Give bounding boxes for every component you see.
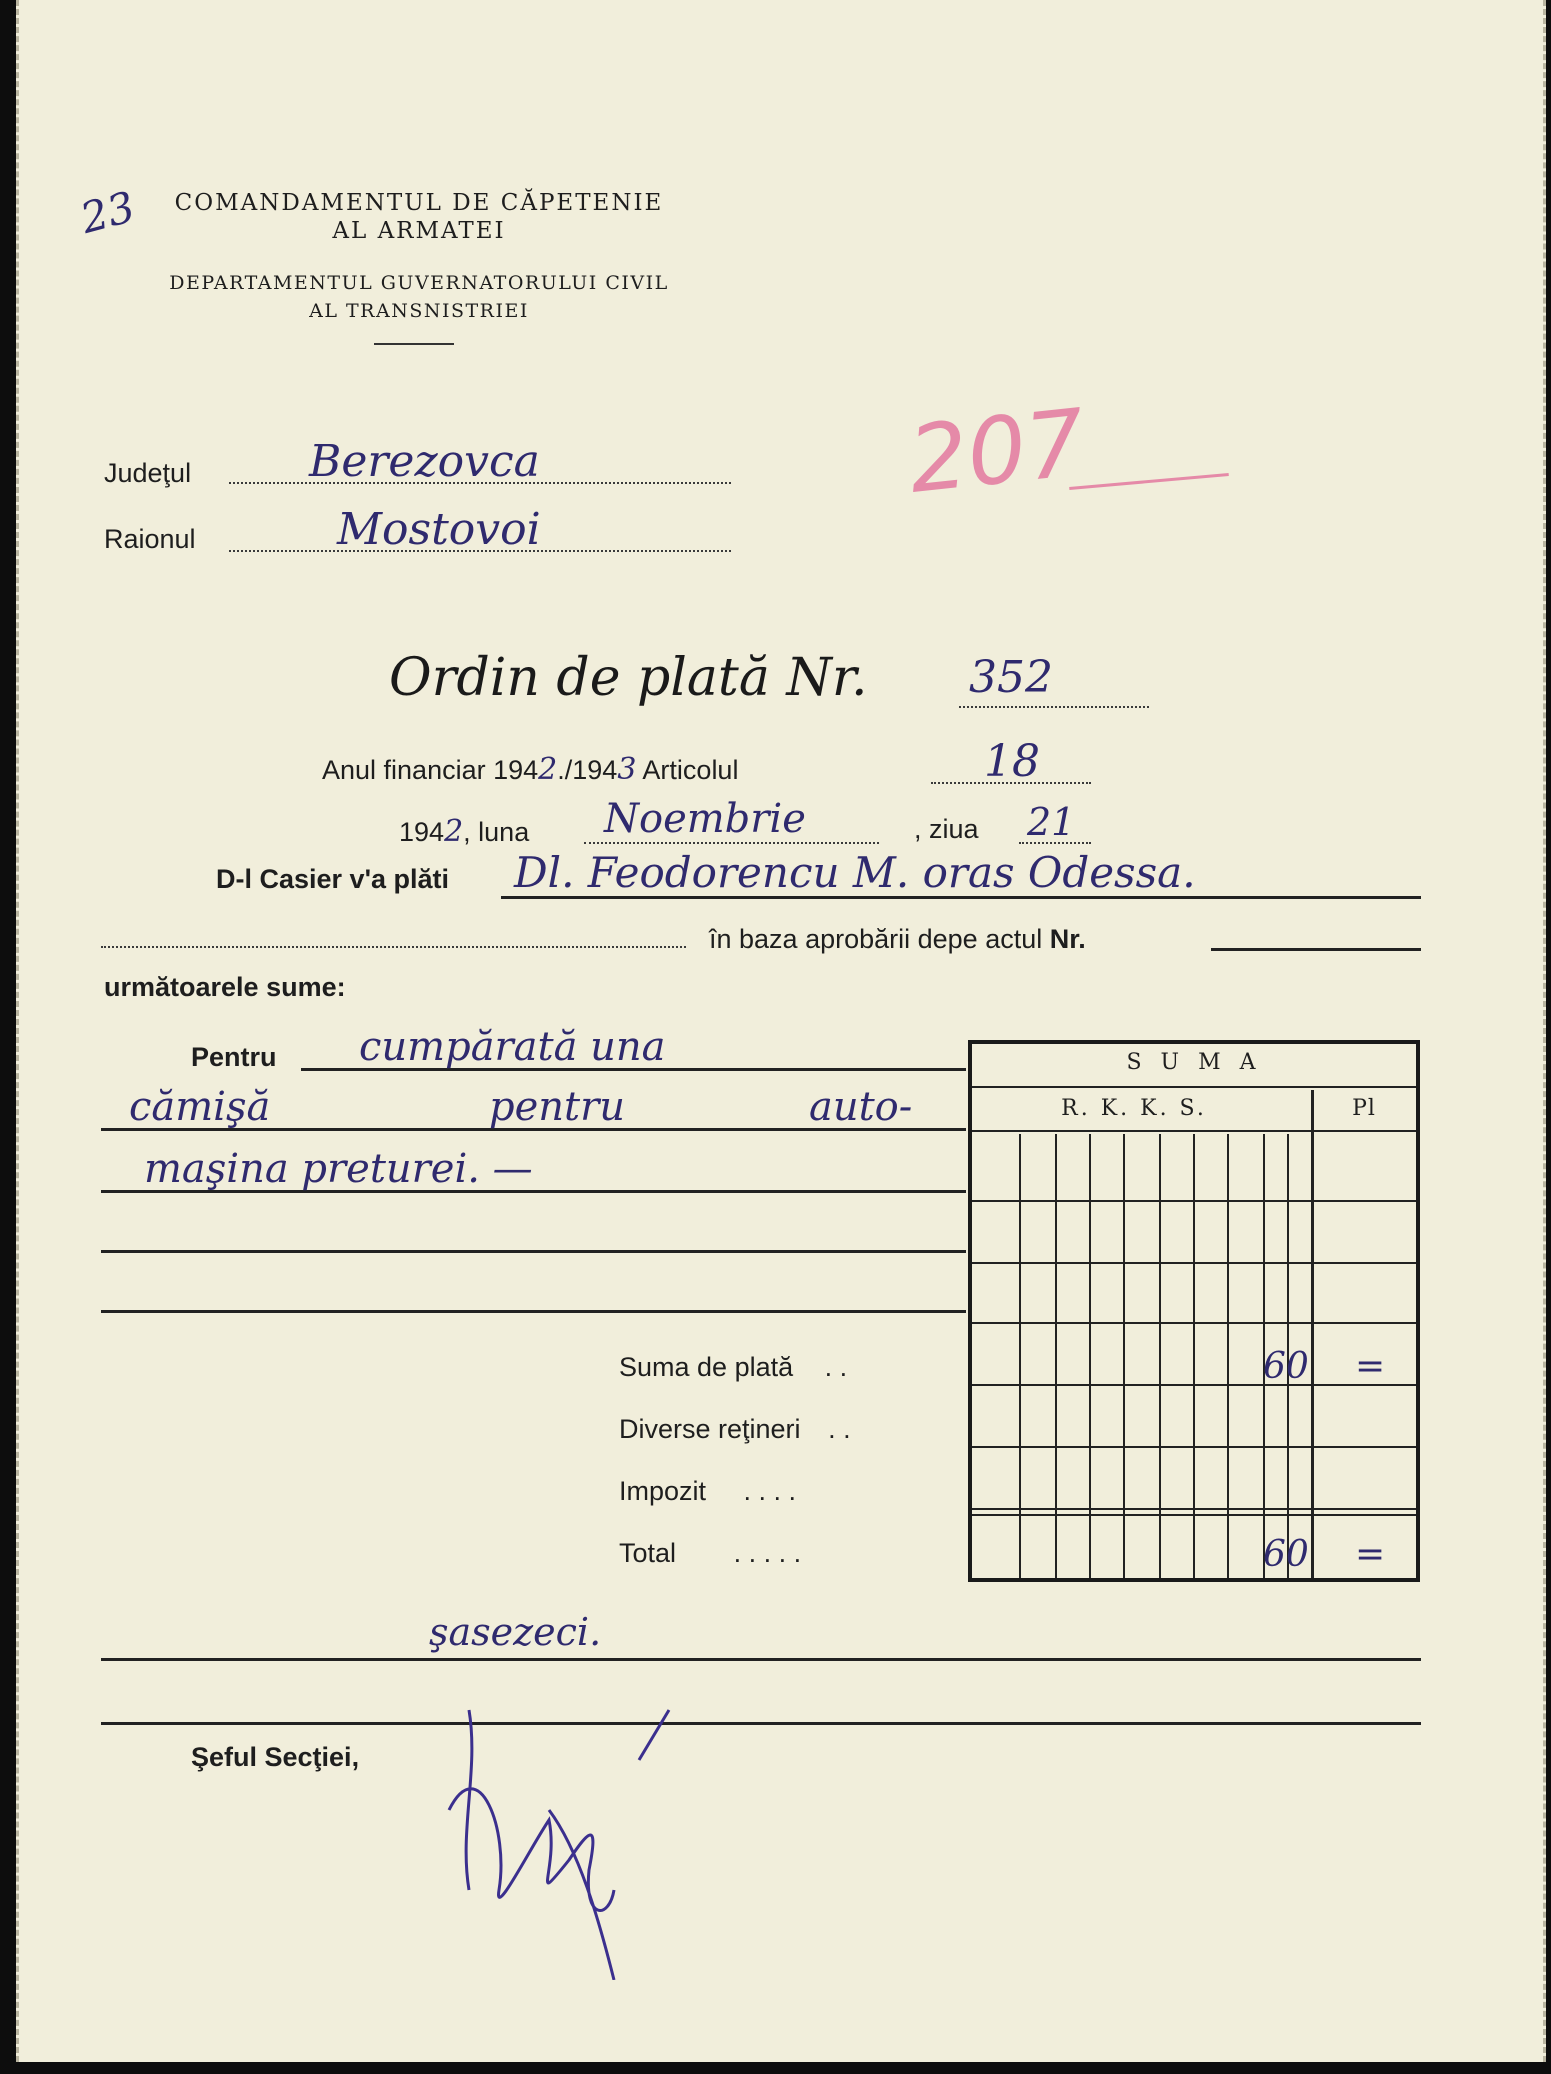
grid-row: [972, 1446, 1416, 1448]
order-title: Ordin de plată Nr.: [389, 648, 868, 708]
year-separator: ./194: [557, 755, 618, 785]
date-line: [399, 814, 529, 849]
row-dots: . .: [824, 1352, 848, 1382]
grid-row: [972, 1322, 1416, 1324]
row-dots: . .: [828, 1414, 851, 1444]
baza-label: [709, 924, 1086, 955]
grid-row-double: [972, 1514, 1416, 1516]
pentru-line-4: [101, 1250, 966, 1253]
year-line: [322, 752, 738, 787]
articol-value: 18: [984, 736, 1040, 787]
col-pl-header: Pl: [1352, 1096, 1376, 1121]
stamp-underline: [1069, 473, 1229, 490]
row-diverse-retineri: [619, 1414, 851, 1445]
row-suma-de-plata: [619, 1352, 847, 1383]
margin-note: 23: [75, 181, 140, 244]
signature-label: Şeful Secţiei,: [191, 1742, 360, 1772]
header-line-4: AL TRANSNISTRIEI: [309, 300, 529, 322]
suma-title-divider: [972, 1086, 1416, 1088]
casier-label: D-l Casier v'a plăti: [216, 864, 450, 894]
luna-line: [584, 842, 879, 844]
grid-row: [972, 1262, 1416, 1264]
raion-value: Mostovoi: [337, 504, 541, 555]
row-total-value: 60: [1263, 1534, 1309, 1575]
document-page: [16, 0, 1546, 2062]
year1-digit: 2: [538, 752, 558, 787]
grid-row: [972, 1384, 1416, 1386]
order-number: 352: [969, 652, 1053, 703]
row-label: Suma de plată: [619, 1352, 794, 1382]
year-label: Anul financiar 194: [322, 755, 539, 785]
row-impozit: [619, 1476, 796, 1507]
row-label: Diverse reţineri: [619, 1414, 801, 1444]
grid-row: [972, 1508, 1416, 1510]
pentru-line-5: [101, 1310, 966, 1313]
row-total-pl: =: [1355, 1534, 1386, 1575]
row-label: Total: [619, 1538, 677, 1568]
casier-value: Dl. Feodorencu M. oras Odessa.: [514, 848, 1196, 897]
pentru-text-1: cumpărată una: [359, 1024, 666, 1070]
stamp-number: 207: [903, 389, 1090, 514]
year2-digit: 3: [617, 752, 637, 787]
judet-label: Judeţul: [104, 458, 192, 488]
judet-value: Berezovca: [309, 436, 540, 487]
row-dots: . . . .: [743, 1476, 797, 1506]
ziua-value: 21: [1027, 800, 1076, 844]
pentru-text-2b: pentru: [489, 1084, 625, 1130]
articol-label: Articolul: [642, 755, 739, 785]
urmatoarele-sume: următoarele sume:: [104, 972, 346, 1002]
nr-line: [1211, 948, 1421, 951]
row-suma-pl: =: [1355, 1346, 1386, 1387]
date-prefix: 194: [399, 817, 445, 847]
baza-blank-line: [101, 946, 686, 948]
pentru-text-2a: cămişă: [129, 1084, 271, 1130]
luna-value: Noembrie: [604, 796, 806, 842]
date-year-digit: 2: [444, 814, 464, 849]
amount-line-2: [101, 1722, 1421, 1725]
header-line-3: DEPARTAMENTUL GUVERNATORULUI CIVIL: [169, 272, 669, 294]
header-line-2: AL ARMATEI: [332, 218, 506, 244]
header-line-1: COMANDAMENTUL DE CĂPETENIE: [174, 190, 664, 216]
nr-label: Nr.: [1049, 924, 1086, 954]
signature-mark: [439, 1690, 719, 1980]
pentru-text-2c: auto-: [809, 1084, 913, 1130]
row-label: Impozit: [619, 1476, 707, 1506]
header-divider: [374, 343, 454, 345]
suma-pl-separator: [1311, 1090, 1314, 1578]
row-dots: . . . . .: [733, 1538, 802, 1568]
row-total: [619, 1538, 801, 1569]
pentru-text-3: maşina preturei. —: [144, 1146, 533, 1192]
grid-row: [972, 1200, 1416, 1202]
ziua-label: , ziua: [914, 814, 979, 844]
amount-line-1: [101, 1658, 1421, 1661]
order-number-line: [959, 706, 1149, 708]
luna-label: , luna: [463, 817, 530, 847]
pentru-label: Pentru: [191, 1042, 277, 1072]
col-rkks-header: R. K. K. S.: [1061, 1096, 1207, 1121]
suma-title: S U M A: [1126, 1050, 1262, 1075]
baza-text: în baza aprobării depe actul: [709, 924, 1043, 954]
suma-header-divider: [972, 1130, 1416, 1132]
row-suma-value: 60: [1263, 1346, 1309, 1387]
amount-in-words: şasezeci.: [429, 1610, 602, 1654]
raion-label: Raionul: [104, 524, 196, 554]
